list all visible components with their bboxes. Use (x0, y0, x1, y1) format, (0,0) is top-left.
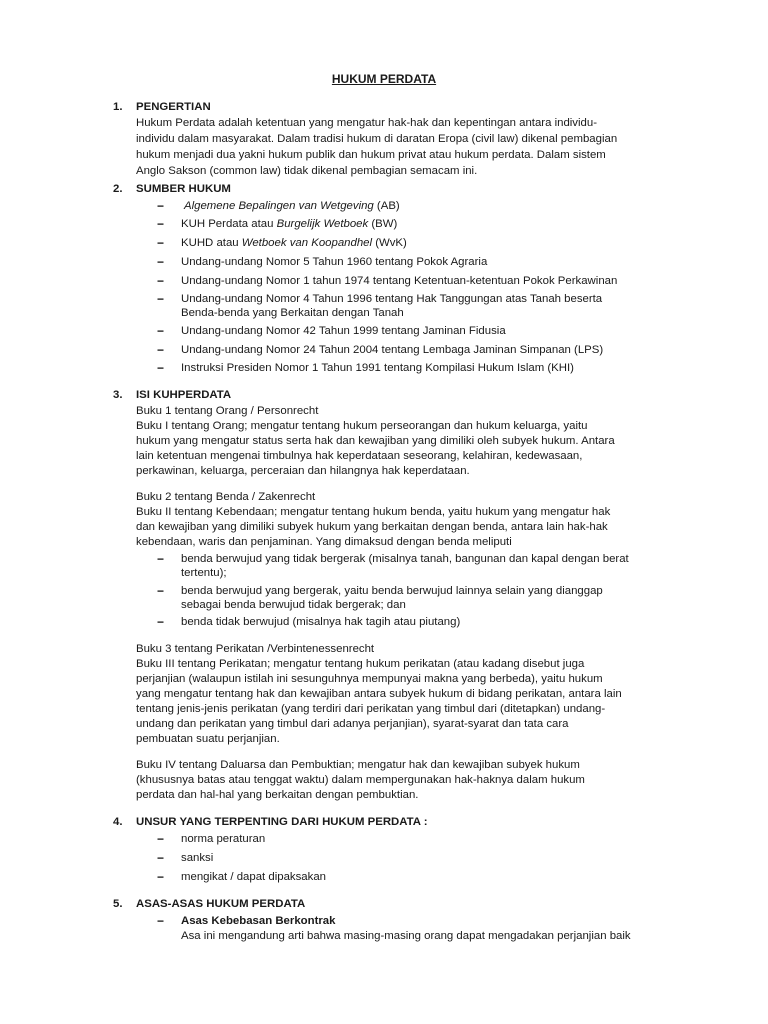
paragraph-line: Hukum Perdata adalah ketentuan yang mengatur hak-hak dan kepentingan antara individu- (136, 117, 597, 129)
section-4-heading: UNSUR YANG TERPENTING DARI HUKUM PERDATA : (136, 816, 428, 828)
list-dash: − (157, 255, 165, 269)
document-title: HUKUM PERDATA (331, 72, 437, 86)
paragraph-line: kebendaan, waris dan penjaminan. Yang dimaksud dengan benda meliputi (136, 536, 512, 548)
section-5-number: 5. (113, 898, 123, 910)
list-item: Undang-undang Nomor 42 Tahun 1999 tentang Jaminan Fidusia (181, 325, 506, 337)
list-dash: − (157, 870, 165, 884)
list-item: benda berwujud yang tidak bergerak (misalnya tanah, bangunan dan kapal dengan berat (181, 553, 629, 565)
list-dash: − (157, 324, 165, 338)
paragraph-line: perdata dan hal-hal yang berkaitan dengan pembuktian. (136, 789, 419, 801)
list-dash: − (157, 217, 165, 231)
list-item: norma peraturan (181, 833, 266, 845)
list-item-continuation: Benda-benda yang Berkaitan dengan Tanah (181, 307, 404, 319)
paragraph-line: tentang jenis-jenis perikatan (yang terdiri dari perikatan yang timbul dari (ditetapkan) undang- (136, 703, 606, 715)
paragraph-line: hukum yang mengatur status serta hak dan kewajiban yang dimiliki oleh subyek hukum. Antara (136, 435, 615, 447)
section-3-heading: ISI KUHPERDATA (136, 389, 232, 401)
paragraph-line: lain ketentuan mengenai timbulnya hak keperdataan seseorang, kelahiran, kedewasaan, (136, 450, 583, 462)
section-3-number: 3. (113, 389, 123, 401)
paragraph-line: undang dan perikatan yang timbul dari adanya perjanjian), syarat-syarat dan tata cara (136, 718, 569, 730)
paragraph-line: Buku 2 tentang Benda / Zakenrecht (136, 491, 316, 503)
section-2-heading: SUMBER HUKUM (136, 183, 231, 195)
section-4-number: 4. (113, 816, 123, 828)
paragraph-line: Buku 1 tentang Orang / Personrecht (136, 405, 319, 417)
list-item: sanksi (181, 852, 214, 864)
list-item: Undang-undang Nomor 4 Tahun 1996 tentang Hak Tanggungan atas Tanah beserta (181, 293, 603, 305)
list-dash: − (157, 914, 165, 928)
section-2-number: 2. (113, 183, 123, 195)
list-item: benda berwujud yang bergerak, yaitu benda berwujud lainnya selain yang dianggap (181, 585, 603, 597)
list-item-continuation: sebagai benda berwujud tidak bergerak; dan (181, 599, 406, 611)
list-item (184, 198, 400, 214)
list-dash: − (157, 552, 165, 566)
paragraph-line: (khususnya batas atau tenggat waktu) dalam mempergunakan hak-haknya dalam hukum (136, 774, 585, 786)
paragraph-line: perjanjian (walaupun istilah ini sesunguhnya mempunyai makna yang berbeda), yaitu hukum (136, 673, 603, 685)
section-1-number: 1. (113, 101, 123, 113)
list-dash: − (157, 274, 165, 288)
paragraph-line: individu dalam masyarakat. Dalam tradisi hukum di daratan Eropa (civil law) dikenal pembagian (136, 133, 618, 145)
list-item-text: (BW) (368, 218, 398, 230)
paragraph-line: Buku III tentang Perikatan; mengatur tentang hukum perikatan (atau kadang disebut juga (136, 658, 585, 670)
list-item (181, 216, 397, 232)
list-item: Undang-undang Nomor 5 Tahun 1960 tentang Pokok Agraria (181, 256, 488, 268)
list-dash: − (157, 236, 165, 250)
list-item: Undang-undang Nomor 1 tahun 1974 tentang Ketentuan-ketentuan Pokok Perkawinan (181, 275, 618, 287)
paragraph-line: Buku II tentang Kebendaan; mengatur tentang hukum benda, yaitu hukum yang mengatur hak (136, 506, 611, 518)
list-dash: − (157, 343, 165, 357)
list-item-text: (AB) (373, 200, 400, 212)
italic-text: Wetboek van Koopandhel (241, 237, 373, 249)
list-item-text: (WvK) (372, 237, 407, 249)
list-item: mengikat / dapat dipaksakan (181, 871, 327, 883)
paragraph-line: perkawinan, keluarga, perceraian dan hilangnya hak keperdataan. (136, 465, 470, 477)
paragraph-line: yang mengatur tentang hak dan kewajiban antara subyek hukum di bidang perikatan, antara lain (136, 688, 622, 700)
list-item: Instruksi Presiden Nomor 1 Tahun 1991 tentang Kompilasi Hukum Islam (KHI) (181, 362, 574, 374)
list-dash: − (157, 851, 165, 865)
italic-text: Burgelijk Wetboek (276, 218, 369, 230)
list-item-continuation: tertentu); (181, 567, 227, 579)
list-item (181, 235, 407, 251)
paragraph-line: Buku IV tentang Daluarsa dan Pembuktian; mengatur hak dan kewajiban subyek hukum (136, 759, 580, 771)
list-dash: − (157, 615, 165, 629)
list-item: benda tidak berwujud (misalnya hak tagih atau piutang) (181, 616, 461, 628)
list-item-description: Asa ini mengandung arti bahwa masing-masing orang dapat mengadakan perjanjian baik (181, 930, 631, 942)
paragraph-line: Buku 3 tentang Perikatan /Verbintenessenrecht (136, 643, 375, 655)
italic-text: Algemene Bepalingen van Wetgeving (184, 200, 374, 212)
section-5-heading: ASAS-ASAS HUKUM PERDATA (136, 898, 306, 910)
section-1-heading: PENGERTIAN (136, 101, 211, 113)
paragraph-line: dan kewajiban yang dimiliki subyek hukum yang berkaitan dengan benda, antara lain hak-hak (136, 521, 608, 533)
paragraph-line: hukum menjadi dua yakni hukum publik dan hukum privat atau hukum perdata. Dalam sistem (136, 149, 606, 161)
list-dash: − (157, 199, 165, 213)
list-dash: − (157, 361, 165, 375)
list-item-text: KUH Perdata atau (181, 218, 277, 230)
list-item: Undang-undang Nomor 24 Tahun 2004 tentang Lembaga Jaminan Simpanan (LPS) (181, 344, 604, 356)
paragraph-line: Buku I tentang Orang; mengatur tentang hukum perseorangan dan hukum keluarga, yaitu (136, 420, 588, 432)
list-dash: − (157, 292, 165, 306)
list-item-text: KUHD atau (181, 237, 242, 249)
list-dash: − (157, 832, 165, 846)
list-item: Asas Kebebasan Berkontrak (181, 915, 336, 927)
paragraph-line: Anglo Sakson (common law) tidak dikenal pembagian semacam ini. (136, 165, 478, 177)
list-dash: − (157, 584, 165, 598)
paragraph-line: pembuatan suatu perjanjian. (136, 733, 280, 745)
